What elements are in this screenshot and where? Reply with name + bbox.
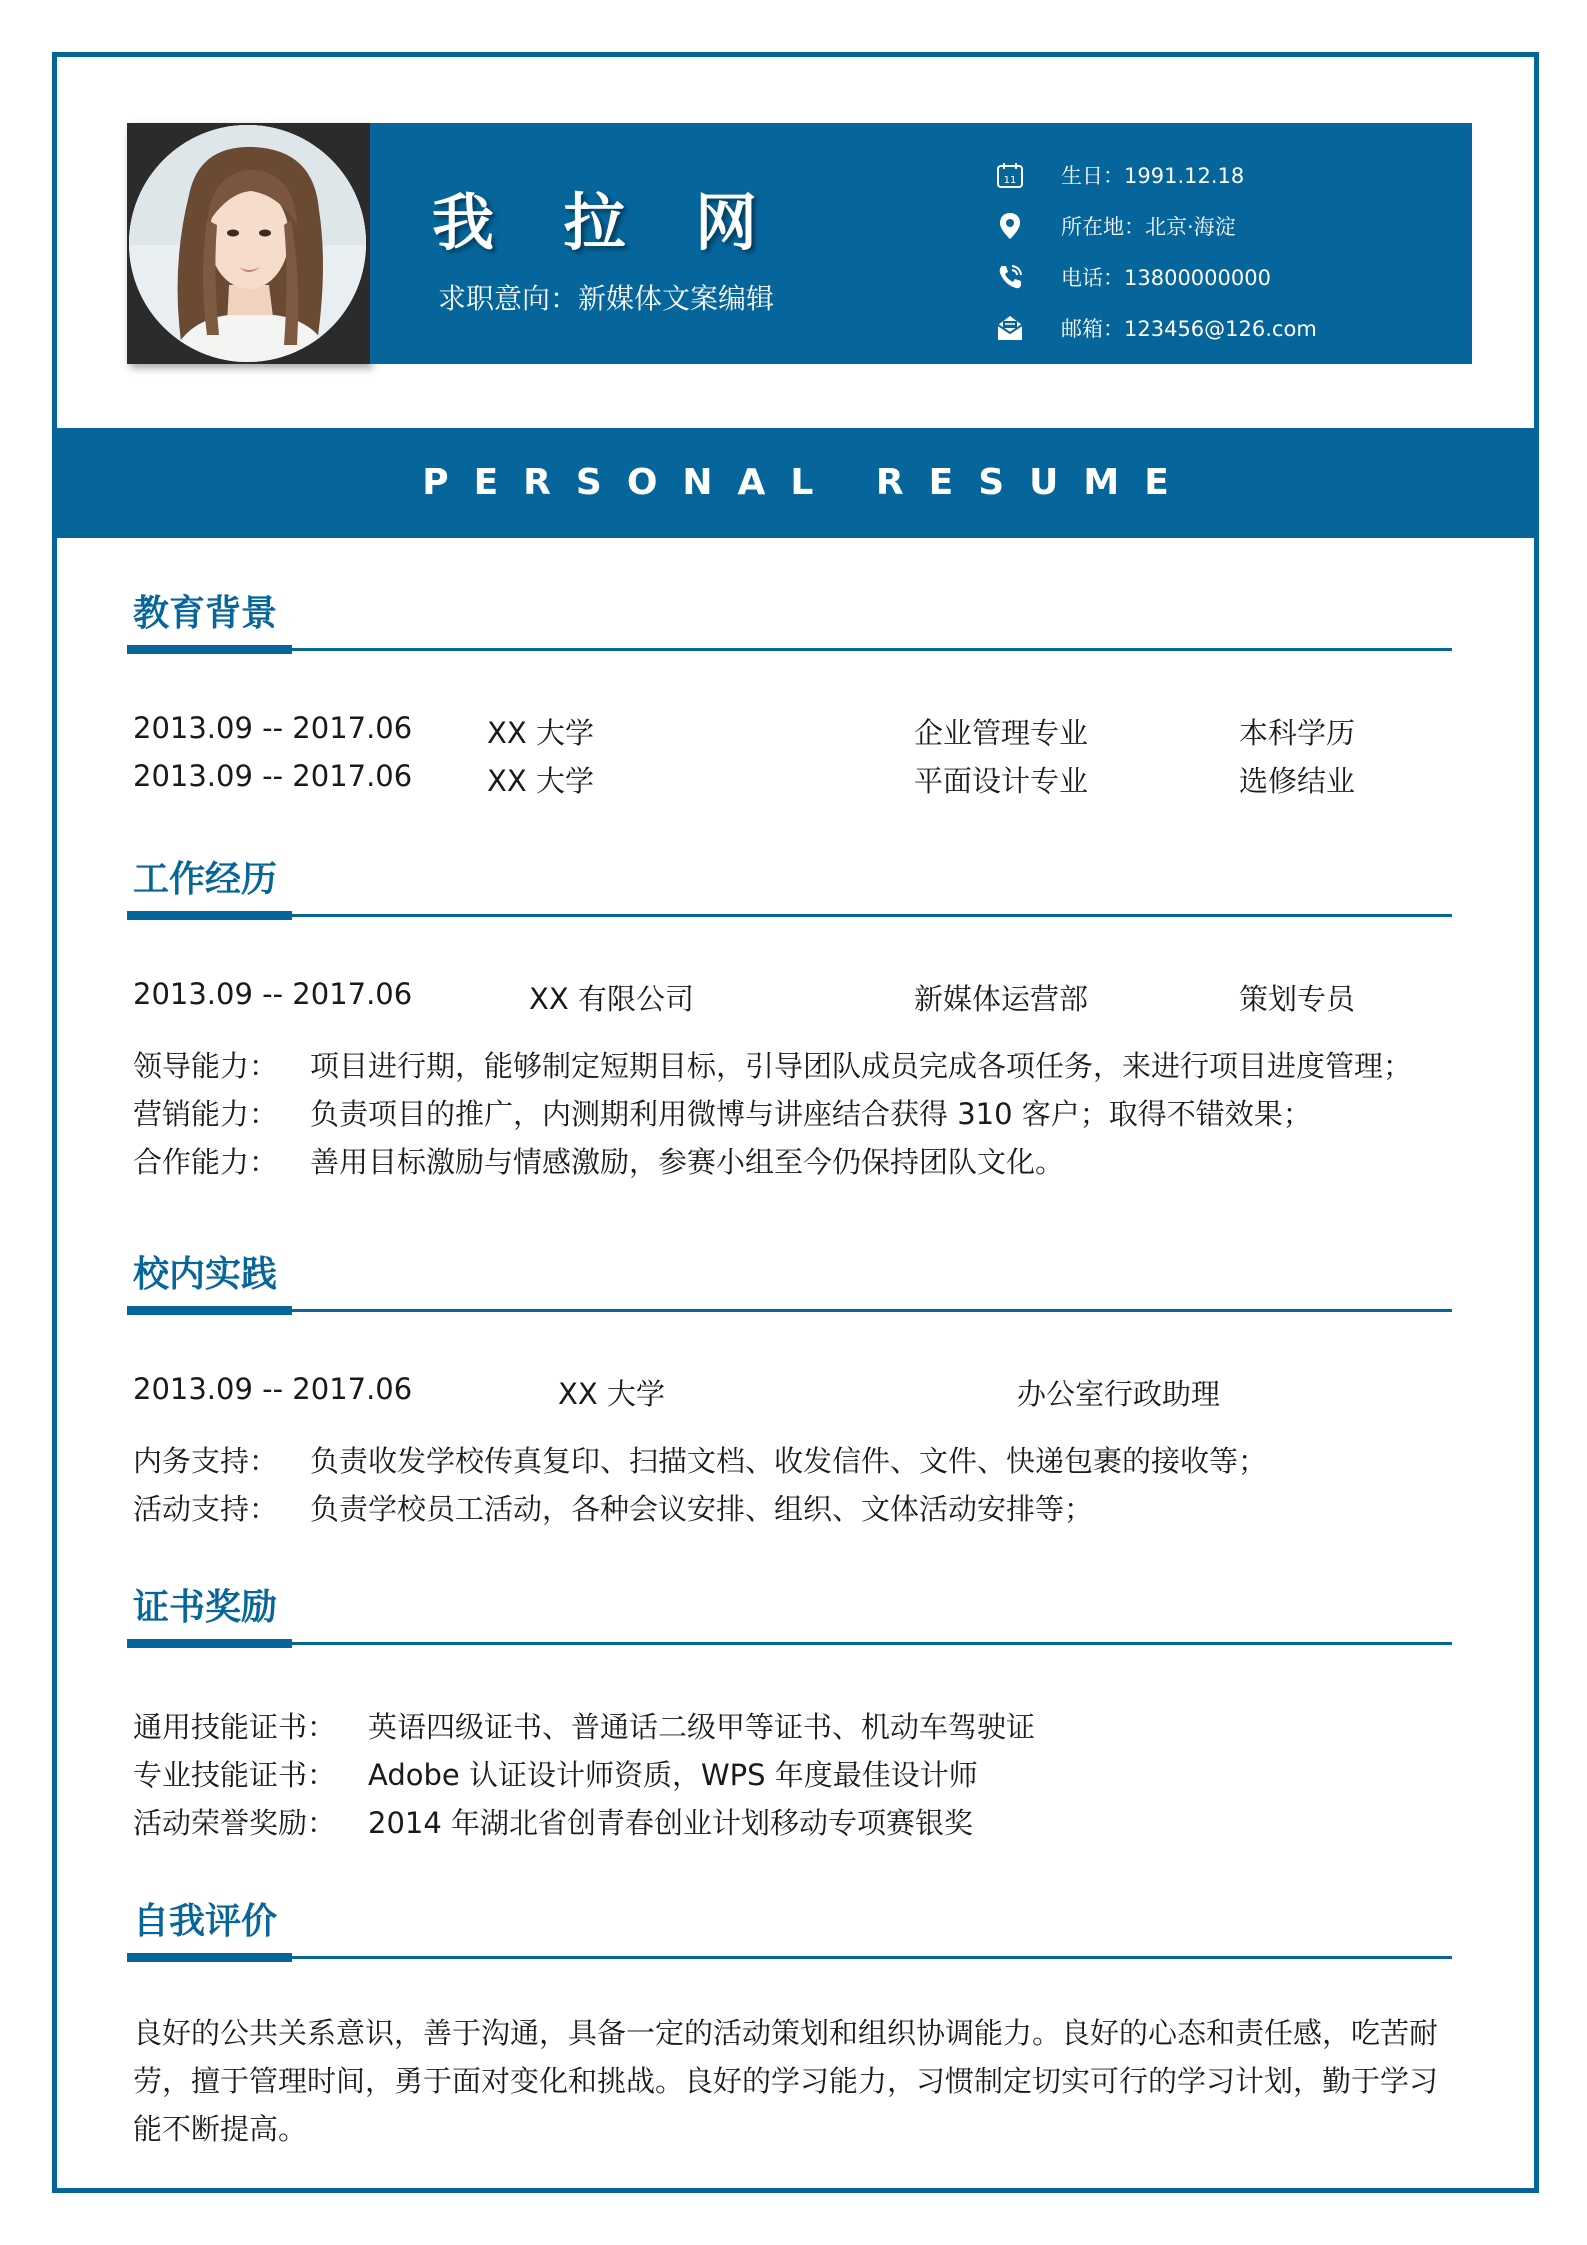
- date: 2013.09 -- 2017.06: [133, 977, 413, 1011]
- item-label: 活动支持：: [133, 1492, 279, 1526]
- degree: 选修结业: [1239, 764, 1356, 798]
- item-text: Adobe 认证设计师资质，WPS 年度最佳设计师: [368, 1758, 978, 1792]
- email-text: 邮箱：123456@126.com: [1061, 316, 1317, 341]
- section-divider-accent: [127, 1306, 292, 1315]
- major: 企业管理专业: [914, 716, 1089, 750]
- info-phone: [995, 251, 1317, 302]
- major: 平面设计专业: [914, 764, 1089, 798]
- mail-icon: [995, 313, 1025, 343]
- school: XX 大学: [558, 1377, 665, 1411]
- contact-info: [995, 149, 1317, 353]
- item-text: 负责项目的推广，内测期利用微博与讲座结合获得 310 客户；取得不错效果；: [310, 1097, 1312, 1131]
- item-label: 领导能力：: [133, 1049, 279, 1083]
- item-text: 2014 年湖北省创青春创业计划移动专项赛银奖: [368, 1806, 974, 1840]
- profile-photo: [129, 125, 366, 362]
- header-band: [370, 123, 1472, 364]
- calendar-day: 11: [1003, 174, 1017, 186]
- degree: 本科学历: [1239, 716, 1356, 750]
- section-divider: [127, 914, 1452, 917]
- section-divider: [127, 1642, 1452, 1645]
- company: XX 有限公司: [529, 982, 694, 1016]
- date: 2013.09 -- 2017.06: [133, 759, 413, 793]
- phone-text: 电话：13800000000: [1061, 265, 1271, 290]
- location-text: 所在地：北京·海淀: [1061, 214, 1236, 239]
- self-evaluation-text: 良好的公共关系意识，善于沟通，具备一定的活动策划和组织协调能力。良好的心态和责任感，吃苦耐劳，擅于管理时间，勇于面对变化和挑战。良好的学习能力，习惯制定切实可行的学习计划，勤于学习能不断提高。: [133, 2016, 1439, 2146]
- applicant-name: 我 拉 网: [432, 186, 782, 259]
- section-divider: [127, 1309, 1452, 1312]
- title-banner: [57, 428, 1534, 538]
- section-title: 证书奖励: [133, 1587, 278, 1628]
- role: 办公室行政助理: [1017, 1377, 1221, 1411]
- info-birthday: [995, 149, 1317, 200]
- job-intent-value: 新媒体文案编辑: [578, 282, 775, 315]
- item-text: 项目进行期，能够制定短期目标，引导团队成员完成各项任务，来进行项目进度管理；: [310, 1049, 1413, 1083]
- section-title: 教育背景: [133, 593, 278, 634]
- date: 2013.09 -- 2017.06: [133, 711, 413, 745]
- item-label: 营销能力：: [133, 1097, 279, 1131]
- job-intent-label: 求职意向：: [438, 282, 579, 315]
- location-pin-icon: [995, 211, 1025, 241]
- section-divider: [127, 1956, 1452, 1959]
- item-label: 通用技能证书：: [133, 1710, 337, 1744]
- section-title: 自我评价: [133, 1901, 278, 1942]
- phone-icon: [995, 262, 1025, 292]
- item-text: 英语四级证书、普通话二级甲等证书、机动车驾驶证: [368, 1710, 1036, 1744]
- item-label: 内务支持：: [133, 1444, 279, 1478]
- birthday-text: 生日：1991.12.18: [1061, 163, 1245, 188]
- section-title: 校内实践: [133, 1254, 278, 1295]
- item-label: 活动荣誉奖励：: [133, 1806, 337, 1840]
- section-divider-accent: [127, 1639, 292, 1648]
- job-intent: [438, 277, 774, 317]
- calendar-icon: [995, 160, 1025, 190]
- section-title: 工作经历: [133, 859, 278, 900]
- date: 2013.09 -- 2017.06: [133, 1372, 413, 1406]
- item-text: 负责收发学校传真复印、扫描文档、收发信件、文件、快递包裹的接收等；: [310, 1444, 1268, 1478]
- item-text: 善用目标激励与情感激励，参赛小组至今仍保持团队文化。: [310, 1145, 1065, 1179]
- info-location: [995, 200, 1317, 251]
- section-divider: [127, 648, 1452, 651]
- school: XX 大学: [487, 764, 594, 798]
- department: 新媒体运营部: [914, 982, 1089, 1016]
- section-divider-accent: [127, 1953, 292, 1962]
- section-divider-accent: [127, 911, 292, 920]
- section-divider-accent: [127, 645, 292, 654]
- school: XX 大学: [487, 716, 594, 750]
- item-label: 专业技能证书：: [133, 1758, 337, 1792]
- item-label: 合作能力：: [133, 1145, 279, 1179]
- profile-photo-frame: [127, 123, 370, 364]
- info-email: [995, 302, 1317, 353]
- banner-title: PERSONAL RESUME: [422, 462, 1194, 503]
- item-text: 负责学校员工活动，各种会议安排、组织、文体活动安排等；: [310, 1492, 1094, 1526]
- role: 策划专员: [1239, 982, 1356, 1016]
